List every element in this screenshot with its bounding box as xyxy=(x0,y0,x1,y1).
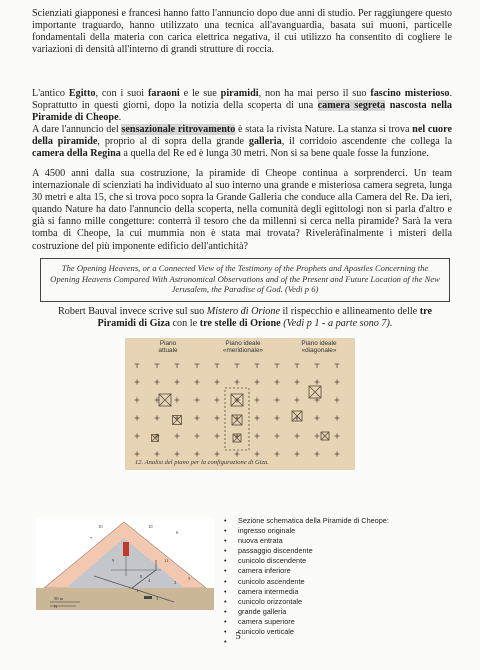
pyramid-number-label: 1 xyxy=(136,588,139,593)
plan-grid-mark xyxy=(275,380,280,385)
pyramid-number-label: 10 xyxy=(98,524,103,529)
highlight-nascosta: nascosta nella Piramide di Cheope xyxy=(32,100,453,124)
pyramid-number-label: 10 xyxy=(148,524,153,529)
pyramid-legend xyxy=(222,516,442,637)
highlight-faraoni: faraoni xyxy=(148,88,180,99)
paragraph-muons: Scienziati giapponesi e francesi hanno fatto l'annuncio dopo due anni di studio. Per raggiungere questo importante traguardo, hanno utilizzato una tecnica all'avanguardia, basata sui muoni, particelle fondamentali della materia con carica elettrica negativa, il cui utilizzo ha consentito di cogliere le variazioni di densità all'interno di grandi strutture di roccia. xyxy=(32,8,452,56)
highlight-fascino: fascino misterioso xyxy=(370,88,450,99)
highlight-piramidi-giza: tre Piramidi di Giza xyxy=(97,306,433,330)
highlight-stelle-orione: tre stelle di Orione xyxy=(199,318,281,330)
plan-grid-mark xyxy=(315,416,320,421)
legend-item: • camera superiore xyxy=(222,617,442,627)
plan-tick xyxy=(135,364,140,368)
pyramid-symbol-diagonals xyxy=(321,432,329,440)
plan-grid-mark xyxy=(135,380,140,385)
plan-grid-mark xyxy=(195,398,200,403)
plan-grid-mark xyxy=(255,434,260,439)
text-segment: . xyxy=(118,112,122,124)
text-segment: il rispecchio e allineamento delle xyxy=(280,306,420,317)
legend-item: • cunicolo discendente xyxy=(222,556,442,566)
legend-item: • ingresso originale xyxy=(222,526,442,536)
plan-grid-mark xyxy=(275,452,280,457)
plan-grid-mark xyxy=(335,434,340,439)
text-segment: A dare l'annuncio del xyxy=(32,124,122,136)
plan-grid-mark xyxy=(175,434,180,439)
plan-grid-mark xyxy=(215,452,220,457)
pyramid-number-label: 50 m xyxy=(54,596,64,601)
plan-grid-mark xyxy=(195,380,200,385)
legend-item: • camera intermedia xyxy=(222,587,442,597)
highlight-nel-cuore: nel cuore della piramide xyxy=(32,124,452,148)
text-segment: , il corridoio ascendente che collega la xyxy=(281,136,452,148)
pyramid-symbol-diagonals xyxy=(231,394,243,406)
plan-label-diagonal: Piano ideale «diagonale» xyxy=(301,340,337,355)
paragraph-egypt xyxy=(32,88,452,161)
pyramid-number-label: 9 xyxy=(112,558,115,563)
plan-tick xyxy=(255,364,260,368)
highlight-galleria: galleria xyxy=(248,136,282,148)
pyramid-section-figure xyxy=(36,518,214,610)
plan-grid-mark xyxy=(255,380,260,385)
plan-grid-mark xyxy=(175,452,180,457)
legend-item: • cunicolo orizzontale xyxy=(222,597,442,607)
plan-grid-mark xyxy=(275,416,280,421)
text-segment: , con i suoi xyxy=(95,88,148,99)
boxed-quote-ref: (Vedi p 6) xyxy=(284,284,319,295)
plan-grid-mark xyxy=(335,416,340,421)
plan-grid-mark xyxy=(215,416,220,421)
legend-item: • grande galleria xyxy=(222,607,442,617)
text-segment: Robert Bauval invece scrive sul suo xyxy=(57,306,207,317)
paragraph-discovery: A 4500 anni dalla sua costruzione, la piramide di Cheope continua a sorprenderci. Un team internazionale di scienziati ha individuato al suo interno una grande e misteriosa camera segreta, lunga 30 metri e alta 15, che si trova poco sopra la Grande Galleria che conduce alla Camera del Re. Da ieri, quando Nature ha dato l'annuncio della scoperta, nella comunità degli egittologi non si parla d'altro e già si fanno mille congetture: conterrà il tesoro che da millenni si cerca nella piramide? Sarà la vera tomba di Cheope, la cui mummia non è stata mai trovata? Riveleràfinalmente i misteri della costruzione del più imponente edificio dell'antichità? xyxy=(32,168,452,252)
plan-grid-mark xyxy=(215,434,220,439)
plan-grid-mark xyxy=(195,452,200,457)
pyramid-number-label: 5 xyxy=(188,576,191,581)
plan-grid-mark xyxy=(255,452,260,457)
plan-grid-mark xyxy=(135,416,140,421)
plan-label-actual: Piano attuale xyxy=(158,340,178,355)
plan-grid-mark xyxy=(135,434,140,439)
plan-grid-mark xyxy=(295,434,300,439)
pyramid-number-label: 2 xyxy=(174,580,177,585)
plan-tick xyxy=(275,364,280,368)
giza-plan-figure xyxy=(125,338,355,470)
legend-item: • camera inferiore xyxy=(222,566,442,576)
text-segment: , non ha mai perso il suo xyxy=(258,88,371,99)
plan-grid-mark xyxy=(195,416,200,421)
legend-item: • cunicolo ascendente xyxy=(222,577,442,587)
highlight-piramidi: piramidi xyxy=(220,88,259,99)
caption-ref: (Vedi p 1 - a parte sono 7). xyxy=(280,318,393,330)
plan-grid-mark xyxy=(155,380,160,385)
pyramid-number-label: 3 xyxy=(156,596,159,601)
plan-grid-mark xyxy=(155,452,160,457)
pyramid-symbol-diagonals xyxy=(152,435,159,442)
pyramid-number-label: 7 xyxy=(90,536,93,541)
pyramid-symbol-diagonals xyxy=(159,394,171,406)
plan-tick xyxy=(315,364,320,368)
book-title: Mistero di Orione xyxy=(206,306,280,317)
orion-caption xyxy=(40,306,450,330)
plan-tick xyxy=(195,364,200,368)
lower-chamber xyxy=(144,596,152,599)
plan-caption: 12. Analisi del piano per la configurazione di Giza. xyxy=(135,459,269,466)
text-segment: . Soprattutto in questi giorni, dopo la notizia della scoperta di una xyxy=(32,88,452,112)
pyramid-number-label: 8 xyxy=(140,574,143,579)
plan-grid-mark xyxy=(275,434,280,439)
plan-grid-mark xyxy=(315,434,320,439)
plan-grid-mark xyxy=(255,398,260,403)
plan-grid-mark xyxy=(175,398,180,403)
plan-grid-mark xyxy=(155,416,160,421)
text-segment: con le xyxy=(169,318,200,330)
plan-grid-mark xyxy=(215,380,220,385)
text-segment: a quella del Re ed è lunga 30 metri. Non si sa bene quale fosse la funzione. xyxy=(120,148,429,160)
plan-grid-mark xyxy=(195,434,200,439)
king-chamber-marker xyxy=(123,542,129,556)
plan-tick xyxy=(215,364,220,368)
text-segment: L'antico xyxy=(32,88,69,99)
highlight-sensazionale: sensazionale ritrovamento xyxy=(121,124,236,136)
plan-label-meridional: Piano ideale «meridionale» xyxy=(222,340,264,355)
highlight-camera-regina: camera della Regina xyxy=(32,148,121,160)
text-segment: , proprio al di sopra della grande xyxy=(97,136,249,148)
plan-tick xyxy=(235,364,240,368)
text-segment: è stata la rivista Nature. La stanza si trova xyxy=(235,124,413,136)
plan-grid-mark xyxy=(295,452,300,457)
plan-grid-mark xyxy=(135,452,140,457)
plan-grid-mark xyxy=(335,452,340,457)
plan-grid-mark xyxy=(235,452,240,457)
legend-title: • Sezione schematica della Piramide di Cheope: xyxy=(222,516,442,526)
plan-tick xyxy=(295,364,300,368)
page-number: 5 xyxy=(235,630,241,642)
plan-diagram xyxy=(125,338,355,458)
legend-item: • nuova entrata xyxy=(222,536,442,546)
plan-grid-mark xyxy=(295,398,300,403)
pyramid-number-label: 6 xyxy=(176,530,179,535)
plan-grid-mark xyxy=(135,398,140,403)
pyramid-symbol-diagonals xyxy=(309,386,321,398)
boxed-quote-title: The Opening Heavens, or a Connected View of the Testimony of the Prophets and Apostles Concerning the Opening Heavens Compared With Astronomical Observations and of the Present and Future Location of the New Jerusalem, the Paradise of God. xyxy=(50,263,440,295)
plan-grid-mark xyxy=(315,380,320,385)
legend-item: • passaggio discendente xyxy=(222,546,442,556)
plan-tick xyxy=(155,364,160,368)
pyramid-number-label: N xyxy=(54,604,58,609)
pyramid-number-label: 4 xyxy=(148,578,151,583)
text-segment: e le sue xyxy=(179,88,221,99)
plan-grid-mark xyxy=(315,452,320,457)
plan-grid-mark xyxy=(175,380,180,385)
plan-grid-mark xyxy=(275,398,280,403)
boxed-quote xyxy=(40,258,450,302)
plan-grid-mark xyxy=(335,380,340,385)
highlight-egitto: Egitto xyxy=(68,88,96,99)
pyramid-number-label: 11 xyxy=(164,558,169,563)
legend-item: • cunicolo verticale xyxy=(222,627,442,637)
plan-grid-mark xyxy=(335,398,340,403)
plan-grid-mark xyxy=(215,398,220,403)
plan-tick xyxy=(335,364,340,368)
plan-grid-mark xyxy=(295,380,300,385)
pyramid-diagram xyxy=(36,518,214,610)
plan-tick xyxy=(175,364,180,368)
plan-grid-mark xyxy=(255,416,260,421)
plan-grid-mark xyxy=(235,380,240,385)
highlight-camera-segreta: camera segreta xyxy=(317,100,386,112)
